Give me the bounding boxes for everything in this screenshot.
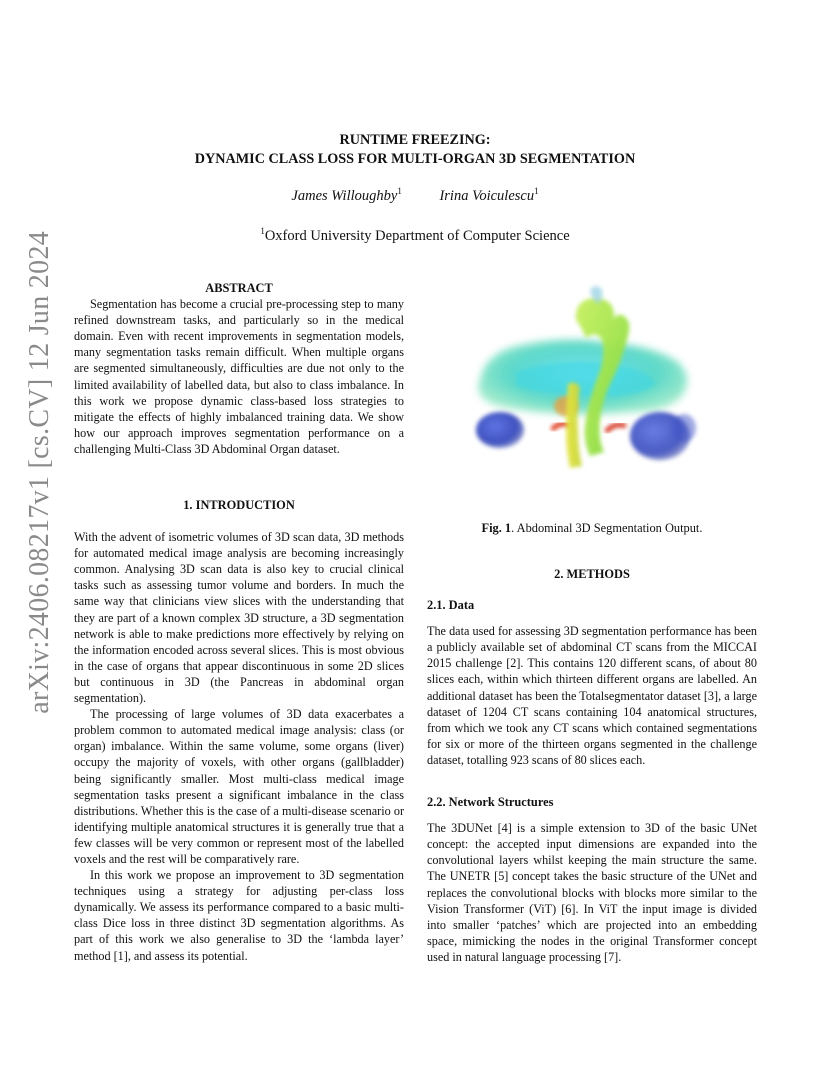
abstract-text: Segmentation has become a crucial pre-processing step to many refined downstream tasks, and particularly so in the medical domain. Even with recent improvements in segmentation models, many segmentation tasks remain difficult. When multiple organs are segmented simultaneously, difficulties are due not only to the limited availability of labelled data, but also to class imbalance. In this work we propose dynamic class-based loss strategies to mitigate the effects of highly imbalanced training data. We show how our approach improves segmentation performance on a challenging Multi-Class 3D Abdominal Organ dataset. — [74, 297, 404, 456]
abstract-section — [74, 280, 404, 457]
author-2-name: Irina Voiculescu — [439, 187, 535, 204]
introduction-section — [74, 497, 404, 964]
methods-heading: 2. METHODS — [554, 567, 630, 581]
figure-1-image — [456, 280, 706, 480]
introduction-paragraph-1: With the advent of isometric volumes of 3D scan data, 3D methods for automated medical image analysis are becoming increasingly common. Analysing 3D scan data is also key to crucial clinical tasks such as assessing tumor volume and borders. In much the same way that clinicians view slices with the understanding that they are part of a known complex 3D structure, a 3D segmentation network is able to make predictions more effectively by relying on the information encoded across several slices. This is most obvious in the case of organs that appear discontinuous in some 2D slices but continuous in 3D (the Pancreas in abdominal organ segmentation). — [74, 530, 404, 706]
affiliation-text: Oxford University Department of Computer Science — [264, 227, 570, 244]
author-2 — [439, 188, 538, 204]
author-1 — [291, 188, 401, 204]
author-1-name: James Willoughby — [291, 187, 398, 204]
introduction-paragraph-3: In this work we propose an improvement to 3D segmentation techniques using a strategy for adjusting per-class loss dynamically. We assess its performance compared to a basic multi-class Dice loss in three distinct 3D segmentation algorithms. As part of this work we also generalise to 3D the ‘lambda layer’ method [1], and assess its potential. — [74, 868, 404, 963]
abstract-heading: ABSTRACT — [205, 281, 273, 295]
arxiv-stamp-text: arXiv:2406.08217v1 [cs.CV] 12 Jun 2024 — [24, 230, 55, 714]
author-1-sup: 1 — [397, 186, 402, 196]
network-subsection-text: The 3DUNet [4] is a simple extension to 3D of the basic UNet concept: the accepted input dimensions are expanded into the convolutional layers whilst keeping the main structure the same. The UNETR [5] concept takes the basic structure of the UNet and replaces the convolutional blocks with blocks more similar to the Vision Transformer (ViT) [6]. In ViT the input image is divided into smaller ‘patches’ which are projected into an embedding space, mimicking the nodes in the original Transformer concept used in natural language processing [7]. — [427, 821, 757, 964]
figure-1-label: Fig. 1 — [481, 521, 512, 535]
methods-section — [427, 566, 757, 965]
authors — [90, 186, 740, 205]
paper-title — [90, 131, 740, 169]
network-subsection-heading: 2.2. Network Structures — [427, 795, 554, 810]
introduction-paragraph-2: The processing of large volumes of 3D data exacerbates a problem common to automated medical image analysis: class (or organ) imbalance. Within the same volume, some organs (liver) occupy the majority of voxels, with other organs (gallbladder) being significantly smaller. Most multi-class medical image segmentation tasks present a significant imbalance in the class distributions. Whether this is the case of a multi-disease scenario or identifying multiple anatomical structures it is generally true that a few classes will be very common or represent most of the labelled voxels and the rest will be comparatively rare. — [74, 707, 404, 866]
author-2-sup: 1 — [534, 186, 539, 196]
title-line-1: RUNTIME FREEZING: — [339, 132, 491, 148]
data-subsection-text: The data used for assessing 3D segmentation performance has been a publicly available set of abdominal CT scans from the MICCAI 2015 challenge [2]. This contains 120 different scans, of about 80 slices each, within which thirteen different organs are labelled. An additional dataset has been the Totalsegmentator dataset [3], a large dataset of 1204 CT scans containing 104 anatomical structures, from which we took any CT scans which contained segmentations for six or more of the thirteen organs segmented in the challenge dataset, totalling 923 scans of 80 slices each. — [427, 624, 757, 767]
introduction-heading: 1. INTRODUCTION — [183, 498, 295, 512]
affiliation-sup: 1 — [260, 226, 265, 236]
figure-1-caption-text: . Abdominal 3D Segmentation Output. — [511, 521, 703, 535]
figure-1-caption — [427, 521, 757, 536]
title-line-2: DYNAMIC CLASS LOSS FOR MULTI-ORGAN 3D SEGMENTATION — [194, 151, 636, 167]
affiliation — [90, 226, 740, 245]
arxiv-identifier — [20, 230, 60, 714]
data-subsection-heading: 2.1. Data — [427, 598, 475, 613]
